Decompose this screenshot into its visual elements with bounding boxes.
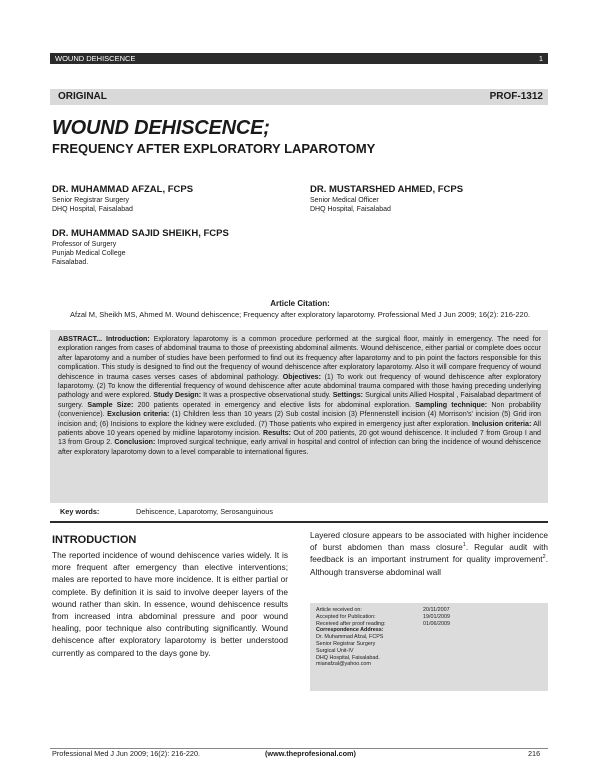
footer-website[interactable]: (www.theprofesional.com): [265, 749, 356, 758]
body-segment: Layered closure appears to be associated with higher incidence of burst abdomen than mass closure: [310, 530, 548, 553]
footer-page-number: 216: [528, 749, 541, 758]
address-line: Surgical Unit-IV: [316, 647, 354, 654]
keywords-divider: [50, 521, 548, 523]
abstract-segment: Surgical units Allied Hospital , Faisalabad department of surgery.: [58, 391, 541, 409]
article-subtitle: FREQUENCY AFTER EXPLORATORY LAPAROTOMY: [52, 141, 376, 156]
abstract-segment: 200 patients operated in emergency and elective lists for abdominal exploration.: [133, 400, 411, 409]
address-line: Senior Registrar Surgery: [316, 641, 376, 647]
intro-heading: INTRODUCTION: [52, 534, 137, 546]
author-block-1: [52, 184, 193, 214]
abstract-segment: All patients above 10 years opened by midline laparotomy incision.: [58, 419, 541, 438]
received-date: 20/11/2007: [423, 607, 450, 613]
citation-heading: Article Citation:: [270, 299, 330, 308]
abstract-label: Objectives:: [282, 372, 321, 381]
right-column-text: [310, 529, 548, 578]
proof-label: Received after proof reading:: [316, 620, 386, 627]
author-affiliation: DHQ Hospital, Faisalabad: [310, 206, 391, 213]
section-band: [50, 89, 548, 105]
author-name: DR. MUSTARSHED AHMED, FCPS: [310, 184, 464, 195]
abstract-text: [58, 335, 541, 457]
abstract-segment: Exploratory laparotomy is a common procedure performed at the surgical floor, mainly in emergency. The need for exploration ranges from cases of abdominal trauma to those of preexisting abdominal ailments. Wound dehiscence, either partial or complete does occur after laparotomy and a number of studies have been performed to find out its frequency after laparotomy and to pin point the factors responsible for this complication. This study is designed to find out the frequency of wound dehiscence after exploratory laparotomy. Also it will compare frequency of wound dehiscence in trauma cases verses cases of abdominal pathology.: [58, 335, 542, 381]
article-title: WOUND DEHISCENCE;: [52, 117, 270, 139]
accepted-label: Accepted for Publication:: [316, 613, 376, 620]
keywords-row: [50, 505, 548, 519]
proof-date: 01/06/2009: [423, 620, 450, 627]
keywords-value: Dehiscence, Laparotomy, Serosanguinous: [136, 507, 273, 516]
footer-journal: Professional Med J Jun 2009; 16(2): 216-220.: [52, 749, 201, 758]
abstract-label: Exclusion criteria:: [107, 410, 170, 419]
abstract-segment: (1) Children less than 10 years (2) Sub costal incision (3) Pfennenstell incision (4) Morrison's' incision (5) Grid iron incision and; (6) Incisions to explore the kidney were excluded. (7) Those patients who expired in emergency just after exploration.: [58, 410, 541, 428]
author-affiliation: DHQ Hospital, Faisalabad: [52, 206, 133, 213]
email-link[interactable]: mianafzal@yahoo.com: [316, 661, 371, 668]
abstract-box: [50, 330, 548, 503]
abstract-segment: (1) To work out frequency of wound dehiscence after exploratory laparotomy. (2) To know the differential frequency of wound dehiscence after acute abdominal trauma compared with those having preceding underlying pathology and were explored.: [58, 372, 541, 400]
abstract-label: Settings:: [332, 391, 364, 400]
author-block-3: [52, 228, 229, 267]
article-info-box: [310, 603, 548, 691]
abstract-label: Sample Size:: [87, 400, 134, 409]
section-label: ORIGINAL: [58, 91, 107, 102]
author-affiliation: Punjab Medical College: [52, 250, 126, 257]
address-heading: Correspondence Address:: [316, 627, 384, 634]
author-affiliation: Senior Registrar Surgery: [52, 197, 130, 204]
intro-text: The reported incidence of wound dehiscence varies widely. It is more frequent after emergency than elective interventions; males are reported to have more incidence. It is either partial or complete. By definition it is said to involve deeper layers of the wound rather than skin. In essence, wound dehiscence results from increased intra abdominal pressure and poor wound healing, poor technique also contributing significantly. Wound dehiscence after exploratory laparotomy is better understood currently as compared to the days gone by.: [52, 550, 288, 658]
address-line: Dr. Muhammad Afzal, FCPS: [316, 634, 384, 641]
author-name: DR. MUHAMMAD AFZAL, FCPS: [52, 184, 194, 195]
author-affiliation: Professor of Surgery: [52, 241, 117, 248]
abstract-segment: Out of 200 patients, 20 got wound dehiscence. It included 7 from Group I and 13 from Group 2.: [58, 429, 541, 447]
citation-text: Afzal M, Sheikh MS, Ahmed M. Wound dehiscence; Frequency after exploratory laparotomy. Professional Med J Jun 2009; 16(2): 216-220.: [70, 310, 530, 319]
citation-ref: 1: [462, 542, 466, 549]
abstract-label: Inclusion criteria:: [472, 419, 532, 428]
author-name: DR. MUHAMMAD SAJID SHEIKH, FCPS: [52, 228, 229, 239]
citation-ref: 2: [542, 554, 546, 561]
abstract-segment: Non probability (convenience).: [58, 400, 541, 419]
body-segment: . Regular audit with feedback is an important instrument for quality improvement: [310, 542, 548, 565]
accepted-date: 19/01/2009: [423, 613, 450, 620]
received-label: Article received on:: [316, 607, 362, 613]
abstract-label: Results:: [263, 429, 292, 438]
abstract-label: Conclusion:: [114, 438, 156, 447]
keywords-label: Key words:: [60, 507, 100, 516]
body-segment: . Although transverse abdominal wall: [310, 554, 548, 577]
abstract-label: Study Design:: [153, 391, 202, 400]
author-affiliation: Faisalabad.: [52, 259, 89, 266]
header-page-number: 1: [538, 54, 543, 63]
running-title: WOUND DEHISCENCE: [55, 54, 136, 63]
running-header: [50, 53, 548, 64]
abstract-segment: It was a prospective observational study.: [201, 391, 331, 400]
author-block-2: [310, 184, 463, 214]
article-code: PROF-1312: [489, 91, 543, 102]
abstract-label: ABSTRACT... Introduction:: [58, 335, 150, 343]
abstract-label: Sampling technique:: [415, 400, 488, 409]
abstract-segment: Improved surgical technique, early arrival in hospital and control of infection can bring the incidence of wound dehiscence after exploratory laparotomy down to a level comparable to international figures.: [58, 438, 541, 456]
author-affiliation: Senior Medical Officer: [310, 197, 379, 204]
address-line: DHQ Hospital, Faisalabad.: [316, 654, 380, 661]
